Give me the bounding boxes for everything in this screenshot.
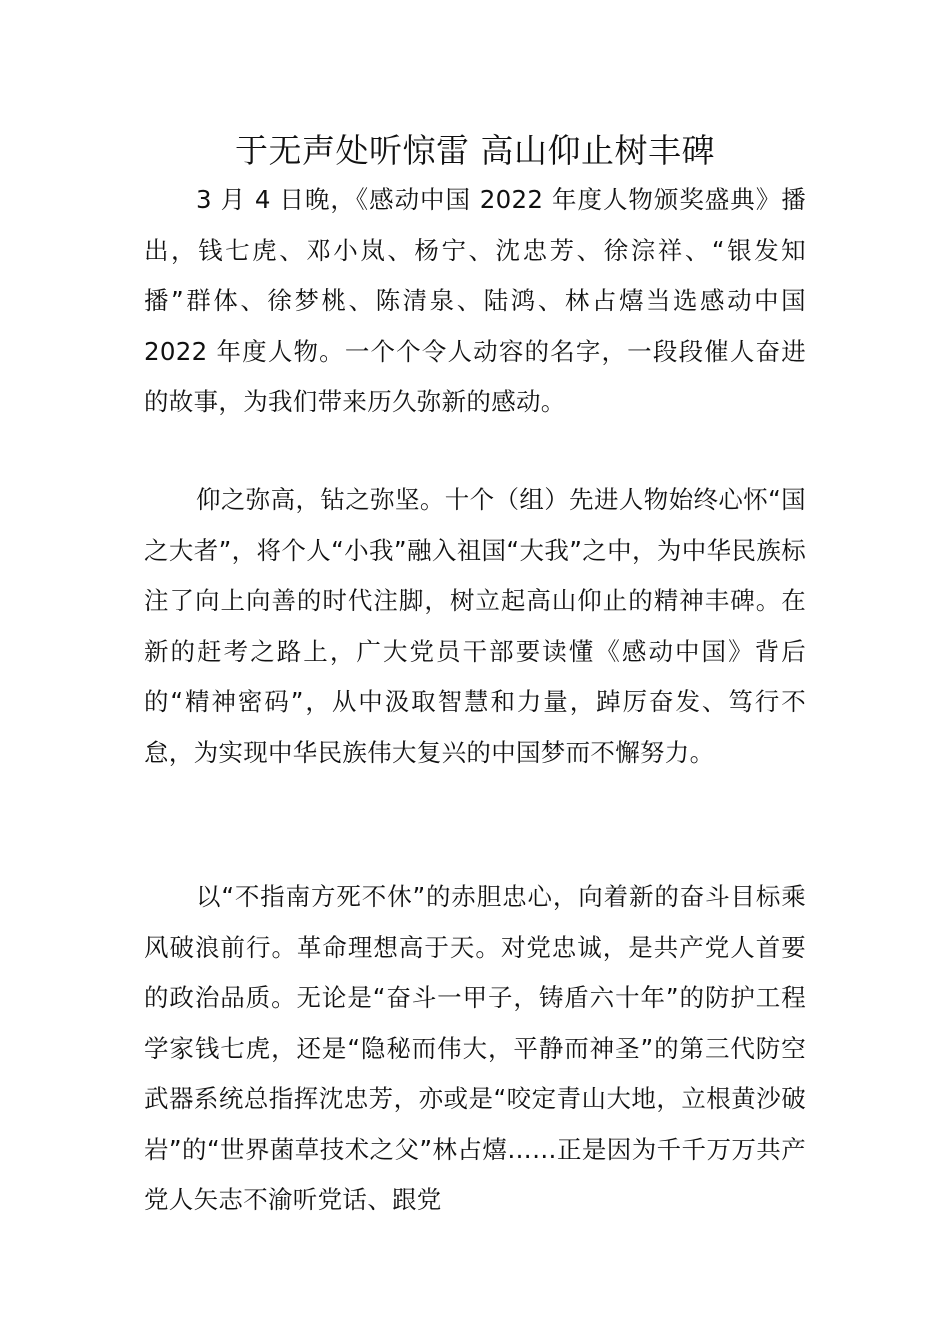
paragraph-2: 仰之弥高，钻之弥坚。十个（组）先进人物始终心怀“国之大者”，将个人“小我”融入祖国“大我”之中，为中华民族标注了向上向善的时代注脚，树立起高山仰止的精神丰碑。在新的赶考之路上，广大党员干部要读懂《感动中国》背后的“精神密码”，从中汲取智慧和力量，踔厉奋发、笃行不怠，为实现中华民族伟大复兴的中国梦而不懈努力。 xyxy=(144,485,806,767)
paragraph-3: 以“不指南方死不休”的赤胆忠心，向着新的奋斗目标乘风破浪前行。革命理想高于天。对党忠诚，是共产党人首要的政治品质。无论是“奋斗一甲子，铸盾六十年”的防护工程学家钱七虎，还是“隐秘而伟大，平静而神圣”的第三代防空武器系统总指挥沈忠芳，亦或是“咬定青山大地，立根黄沙破岩”的“世界菌草技术之父”林占熺……正是因为千千万万共产党人矢志不渝听党话、跟党 xyxy=(144,882,806,1214)
document-title: 于无声处听惊雷 高山仰止树丰碑 xyxy=(235,131,715,170)
paragraph-1: 3 月 4 日晚，《感动中国 2022 年度人物颁奖盛典》播出，钱七虎、邓小岚、杨宁、沈忠芳、徐淙祥、“银发知播”群体、徐梦桃、陈清泉、陆鸿、林占熺当选感动中国 2022 年度人物。一个个令人动容的名字，一段段催人奋进的故事，为我们带来历久弥新的感动。 xyxy=(144,185,806,416)
